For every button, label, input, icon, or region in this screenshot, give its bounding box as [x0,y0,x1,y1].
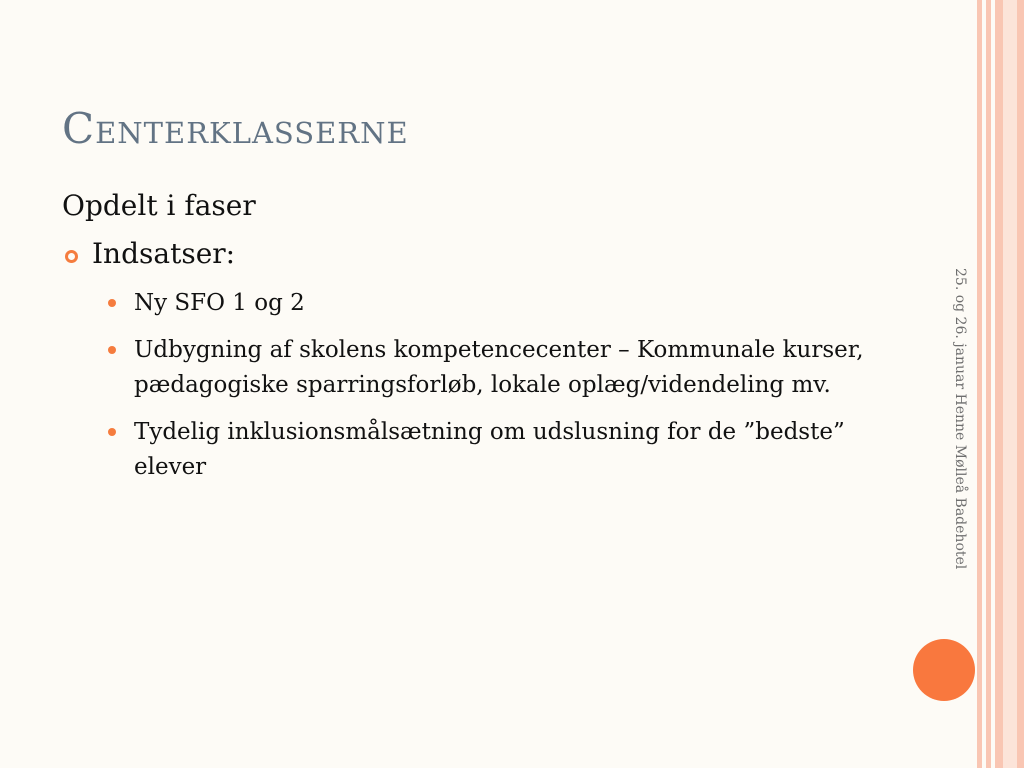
lead-text: Opdelt i faser [62,189,256,222]
section-heading [62,237,235,270]
list-item-text: Tydelig inklusionsmålsætning om udslusning for de ”bedste” elever [134,419,845,480]
list-item-text: Ny SFO 1 og 2 [134,290,305,316]
section-heading-label: Indsatser: [92,237,236,270]
slide-title: Centerklasserne [62,104,409,153]
list-item [134,286,904,321]
decorative-stripe [1003,0,1017,768]
list-item-text: Udbygning af skolens kompetencecenter – Kommunale kurser, pædagogiske sparringsforløb, lokale oplæg/videndeling mv. [134,337,864,398]
list-item [134,333,904,403]
slide-footer: 25. og 26. januar Henne Mølleå Badehotel [952,268,968,570]
hollow-circle-bullet-icon [65,250,78,263]
orange-circle-decoration-icon [913,639,975,701]
bullet-dot-icon [108,428,116,436]
bullet-list [134,286,904,497]
bullet-dot-icon [108,346,116,354]
decorative-stripe [986,0,991,768]
list-item [134,415,904,485]
decorative-stripe [977,0,982,768]
bullet-dot-icon [108,299,116,307]
